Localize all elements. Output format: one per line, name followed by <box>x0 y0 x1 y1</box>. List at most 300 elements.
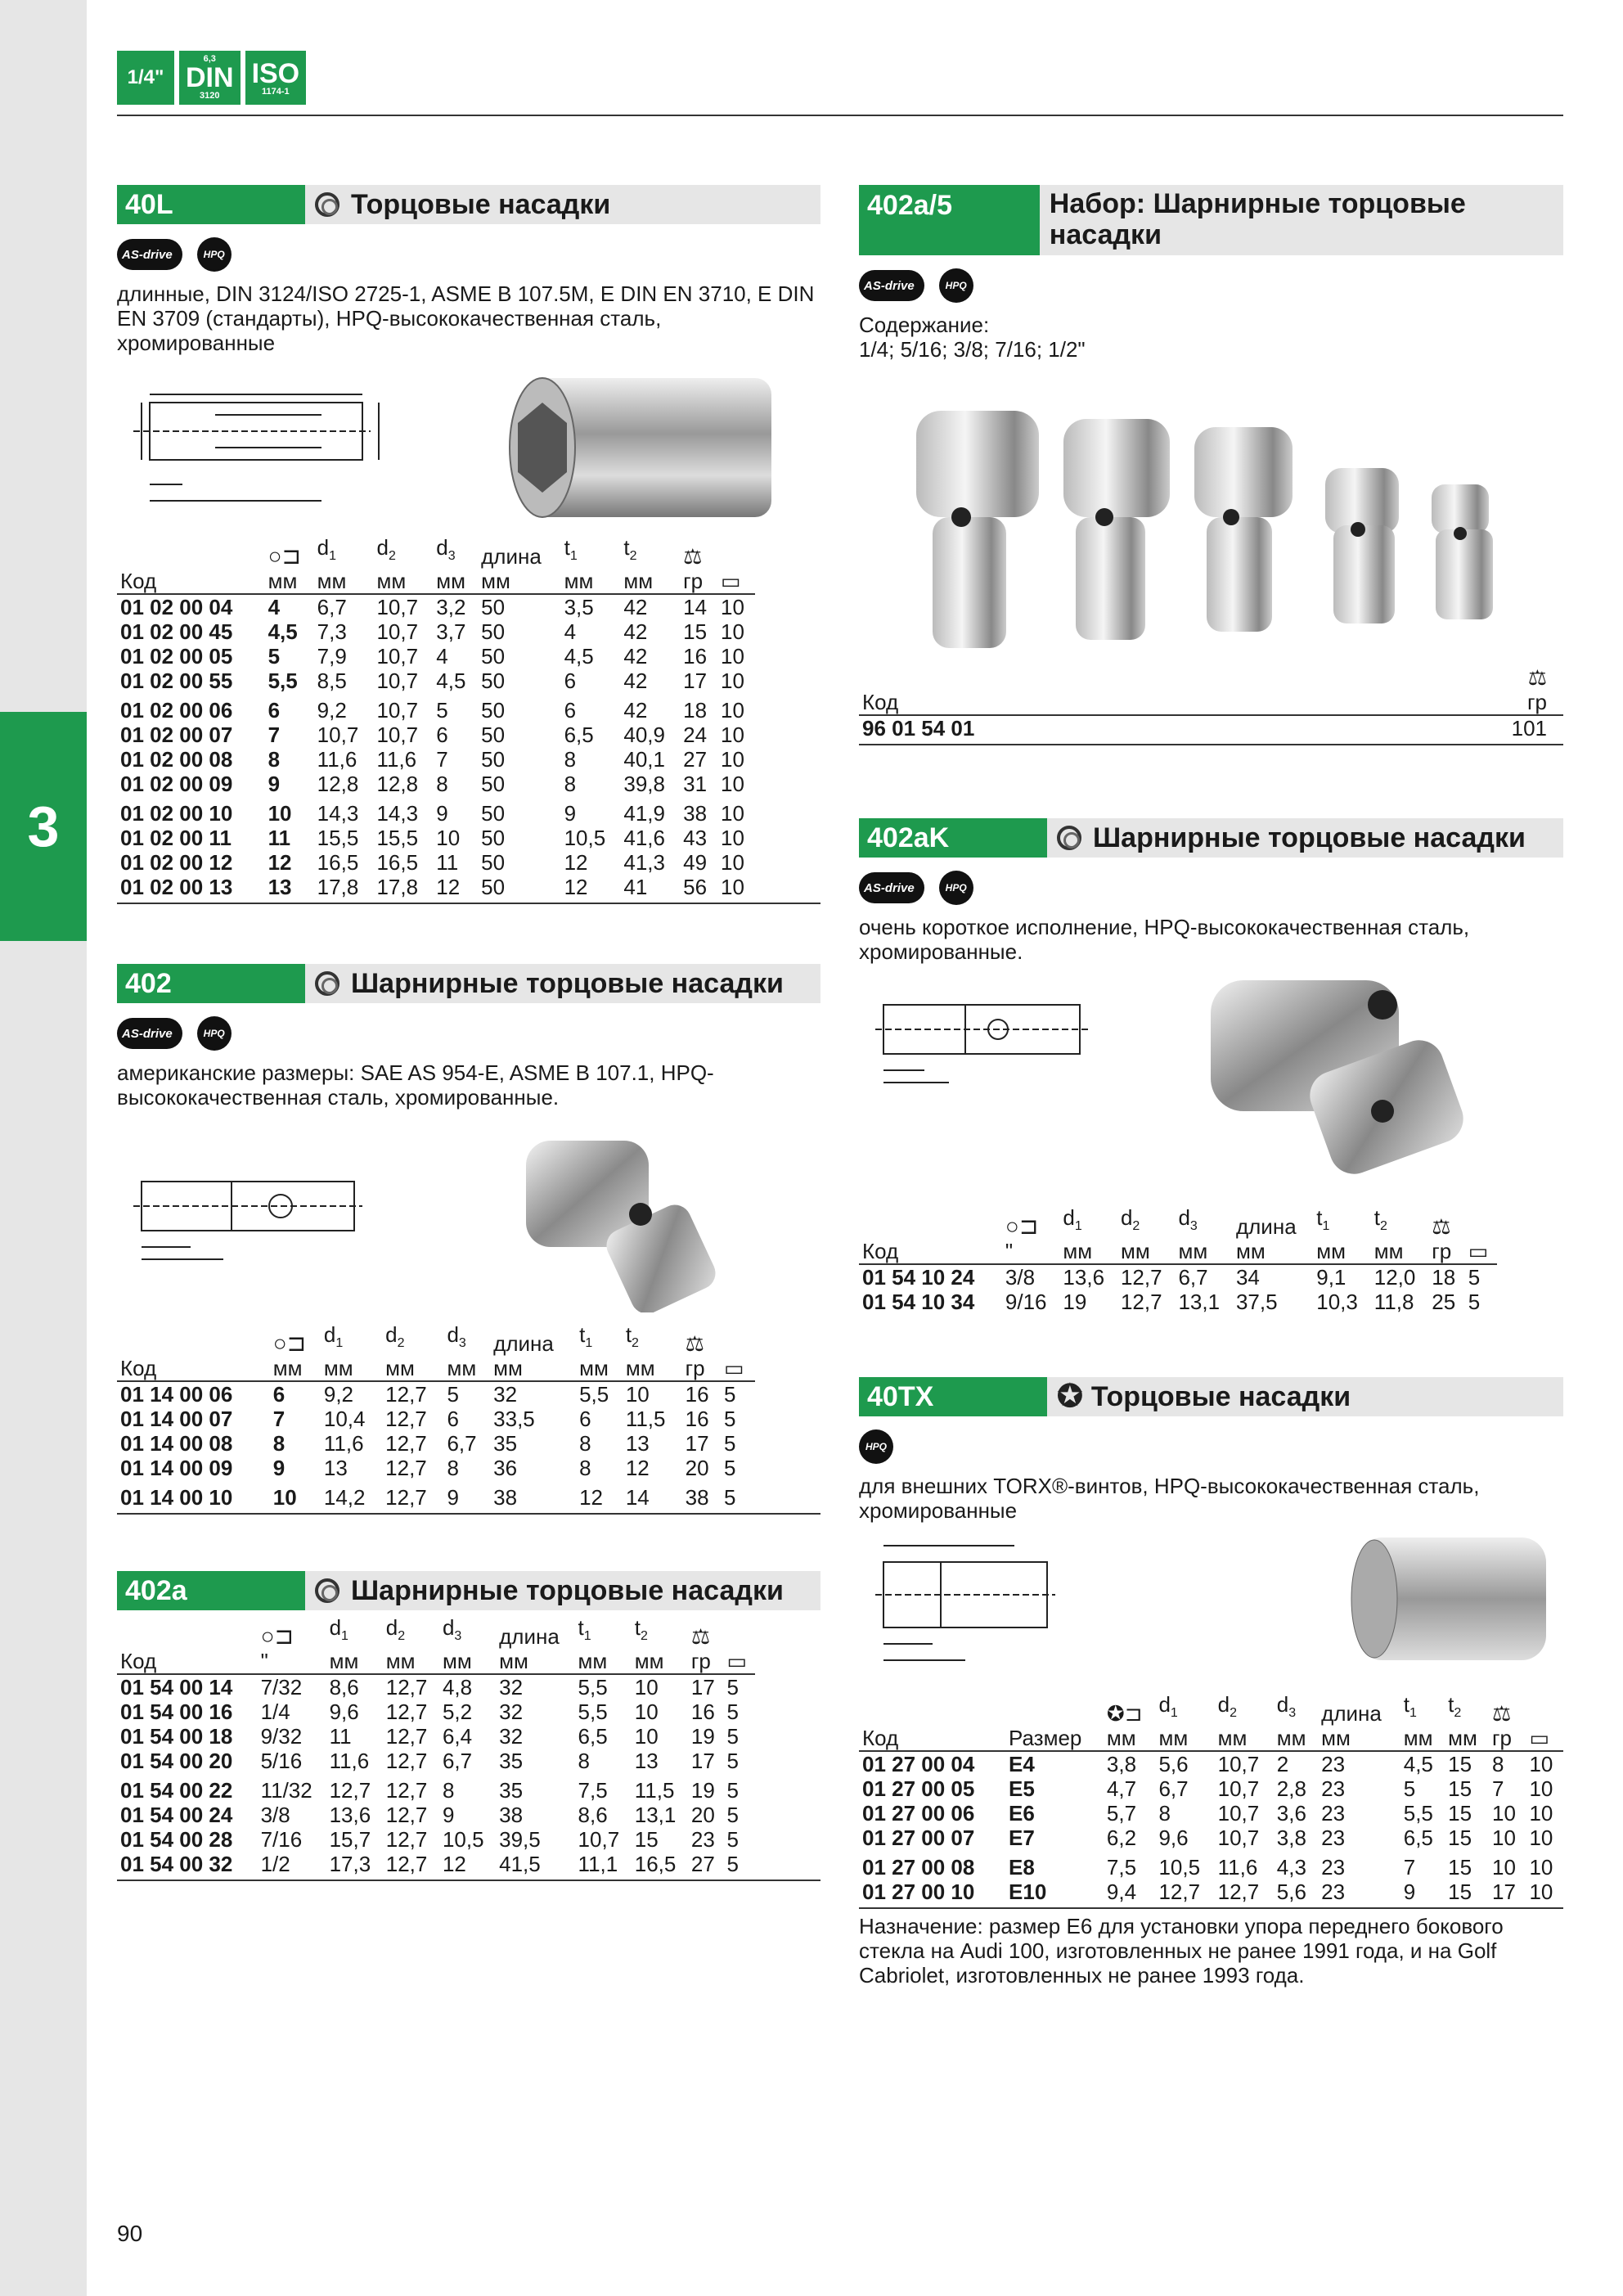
cell: 8 <box>442 1778 455 1803</box>
cell: 12,7 <box>1120 1265 1162 1290</box>
cell: 12,7 <box>385 1724 428 1749</box>
cell: 39,5 <box>499 1827 541 1853</box>
cell: 4 <box>268 595 281 620</box>
scale-icon: ⚖ <box>683 544 703 569</box>
section-title: Шарнирные торцовые насадки <box>351 968 784 999</box>
cell: 8 <box>1158 1801 1171 1826</box>
cell: E5 <box>1009 1776 1035 1802</box>
cell: 42 <box>623 698 648 723</box>
table-row <box>117 669 755 693</box>
logos <box>117 1015 820 1052</box>
cell: 23 <box>1321 1880 1346 1905</box>
cell: 14,2 <box>323 1485 366 1510</box>
cell: 6,5 <box>1403 1826 1433 1851</box>
hpq-logo: HPQ <box>859 1429 893 1464</box>
section-title-wrap <box>1047 818 1526 858</box>
cell: 41,5 <box>499 1852 541 1877</box>
hpq-logo: HPQ <box>939 871 973 905</box>
cell: 8 <box>436 772 448 797</box>
cell: 10,7 <box>1217 1826 1260 1851</box>
section-40TX <box>859 1377 1563 1988</box>
cell: 7 <box>436 747 448 772</box>
set-weight: 101 <box>1511 716 1547 741</box>
article-code: 01 02 00 07 <box>120 723 233 748</box>
table-row <box>117 1827 755 1852</box>
torx-size-icon: ✪⊐ <box>1106 1701 1143 1727</box>
cell: 42 <box>623 644 648 669</box>
cell: 4,8 <box>442 1675 473 1700</box>
package-icon: ▭ <box>724 1649 756 1674</box>
cell: 10 <box>1492 1826 1516 1851</box>
cell: 40,1 <box>623 747 665 772</box>
cell: 17 <box>1492 1880 1516 1905</box>
table-row <box>117 1773 755 1803</box>
article-code: 01 02 00 04 <box>120 595 233 620</box>
article-code: 01 54 00 32 <box>120 1852 233 1877</box>
section-number: 40L <box>117 185 305 224</box>
cell: 5,5 <box>1403 1801 1433 1826</box>
article-code: 01 27 00 08 <box>862 1855 975 1880</box>
article-code: 01 54 00 14 <box>120 1675 233 1700</box>
table-row <box>117 826 755 850</box>
col-d2: $d_2$ <box>376 535 396 564</box>
cell: 5,5 <box>579 1382 609 1407</box>
iso-label: ISO <box>251 57 300 89</box>
cell: 17 <box>683 669 708 694</box>
cell: 15 <box>1448 1752 1472 1777</box>
hpq-logo: HPQ <box>197 237 232 272</box>
section-header <box>117 185 820 224</box>
cell: 5 <box>726 1675 739 1700</box>
cell: 7 <box>268 723 281 748</box>
cell: 18 <box>1432 1265 1456 1290</box>
hex-socket-icon <box>1057 826 1081 850</box>
section-header <box>117 964 820 1003</box>
cell: 10,3 <box>1316 1290 1358 1315</box>
table-row <box>117 693 755 723</box>
socket-1 <box>916 411 1039 648</box>
cell: 8 <box>579 1431 591 1456</box>
cell: 4 <box>436 644 448 669</box>
cell: 5 <box>724 1407 736 1432</box>
cell: 16,5 <box>376 850 419 876</box>
cell: 8 <box>272 1431 285 1456</box>
cell: 10 <box>1529 1801 1553 1826</box>
cell: 11,1 <box>578 1852 618 1877</box>
article-code: 01 27 00 10 <box>862 1880 975 1905</box>
table-row <box>117 1749 755 1773</box>
cell: 10,7 <box>376 619 419 645</box>
spec-table: ○⊐ $d_1$ $d_2$ $d_3$ длина $t_1$ $t_2$ ⚖ Код " мм мм мм мм мм мм гр ▭ 01 54 00 14 7/32 8,6 12,7 4,8 32 5,5 10 17 5 01 54 00 16 1/4 9,6 12,7 5,2 32 5,5 10 16 5 01 54 00 18 9/32 11 12,7 6,4 32 6,5 10 19 5 01 54 00 20 5/16 11,6 12,7 6,7 35 8 13 17 5 01 54 00 22 11/32 12,7 12,7 8 35 7,5 11,5 19 5 01 54 00 24 3/8 13,6 12,7 9 38 8,6 13,1 20 5 01 54 00 28 7/16 15,7 12,7 10,5 39,5 10,7 15 23 5 01 54 00 32 1/2 17,3 12,7 12 41,5 11,1 16,5 27 5 <box>117 1615 755 1876</box>
cell: E10 <box>1009 1880 1047 1905</box>
as-drive-logo: AS-drive <box>117 1018 182 1049</box>
socket-3 <box>1194 427 1293 632</box>
cell: 4,5 <box>436 669 466 694</box>
col-code: Код <box>117 569 265 594</box>
col-d1: $d_1$ <box>317 535 337 564</box>
table-row <box>117 1480 755 1510</box>
scale-icon: ⚖ <box>685 1331 704 1357</box>
cell: 23 <box>1321 1801 1346 1826</box>
section-number: 402a <box>117 1571 305 1610</box>
cell: 15 <box>683 619 708 645</box>
cell: 27 <box>683 747 708 772</box>
cell: 23 <box>1321 1752 1346 1777</box>
section-40L <box>117 185 820 904</box>
cell: 10 <box>1529 1826 1553 1851</box>
section-number: 402aK <box>859 818 1047 858</box>
cell: 10,7 <box>376 669 419 694</box>
cell: 11 <box>436 850 459 876</box>
cell: 50 <box>481 850 506 876</box>
cell: 43 <box>683 826 708 851</box>
cell: 17,3 <box>329 1852 371 1877</box>
cell: 7 <box>1403 1855 1416 1880</box>
cell: 49 <box>683 850 708 876</box>
hex-socket-icon <box>315 192 339 217</box>
article-code: 01 54 00 20 <box>120 1749 233 1774</box>
section-title: Шарнирные торцовые насадки <box>351 1575 784 1606</box>
cell: 10,7 <box>317 723 359 748</box>
section-title-wrap <box>305 964 784 1003</box>
cell: 23 <box>690 1827 715 1853</box>
cell: 7,3 <box>317 619 347 645</box>
table-row <box>117 796 755 826</box>
cell: 5,6 <box>1158 1752 1189 1777</box>
cell: 12,8 <box>376 772 419 797</box>
cell: 10,7 <box>1217 1752 1260 1777</box>
table-row <box>117 1724 755 1749</box>
hex-size-icon: ○⊐ <box>1005 1213 1039 1240</box>
article-code: 01 54 10 24 <box>862 1265 975 1290</box>
cell: 5,5 <box>268 669 298 694</box>
cell: 3,7 <box>436 619 466 645</box>
cell: 5 <box>724 1456 736 1481</box>
table-row <box>117 644 755 669</box>
logos <box>859 869 1563 907</box>
cell: 10,7 <box>376 595 419 620</box>
cell: 10 <box>634 1675 659 1700</box>
cell: 6 <box>564 669 577 694</box>
table-row <box>859 1880 1563 1904</box>
cell: 10 <box>721 850 744 876</box>
col-t2: $t_2$ <box>623 535 637 564</box>
section-402a5 <box>859 185 1563 745</box>
cell: 15 <box>1448 1855 1472 1880</box>
hex-size-icon: ○⊐ <box>272 1330 307 1357</box>
cell: 9 <box>436 801 448 826</box>
table-row <box>117 1803 755 1827</box>
cell: 9 <box>564 801 577 826</box>
standard-badges <box>117 51 306 105</box>
cell: 10 <box>268 801 292 826</box>
cell: 12,7 <box>385 1456 427 1481</box>
article-code: 01 14 00 06 <box>120 1382 233 1407</box>
section-402 <box>117 964 820 1515</box>
cell: 13 <box>323 1456 348 1481</box>
cell: E4 <box>1009 1752 1035 1777</box>
table-row <box>117 875 755 899</box>
cell: 23 <box>1321 1776 1346 1802</box>
cell: 12,7 <box>329 1778 371 1803</box>
cell: 50 <box>481 723 506 748</box>
cell: 12,7 <box>1217 1880 1260 1905</box>
scale-icon: ⚖ <box>690 1624 711 1650</box>
cell: 5 <box>726 1724 739 1749</box>
table-row <box>117 1407 755 1431</box>
cell: 9 <box>272 1456 285 1481</box>
spec-table: ✪⊐ $d_1$ $d_2$ $d_3$ длина $t_1$ $t_2$ ⚖ Код Размер мм мм мм мм мм мм мм гр ▭ 01 27 00 04 E4 3,8 5,6 10,7 2 23 4,5 15 8 10 01 27 00 05 E5 4,7 6,7 10,7 2,8 23 5 15 7 10 01 27 00 06 E6 5,7 8 10,7 3,6 23 5,5 15 10 10 01 27 00 07 E7 6,2 9,6 10,7 3,8 23 6,5 15 10 10 01 27 00 08 E8 7,5 10,5 11,6 4,3 23 7 15 10 10 01 27 00 10 E10 9,4 12,7 12,7 5,6 23 9 15 17 10 <box>859 1692 1563 1904</box>
cell: 23 <box>1321 1855 1346 1880</box>
cell: 12,7 <box>385 1699 428 1725</box>
torx-icon: ✪ <box>1057 1380 1083 1414</box>
cell: 38 <box>499 1803 524 1828</box>
cell: 39,8 <box>623 772 665 797</box>
section-header <box>117 1571 820 1610</box>
cell: 12,7 <box>385 1749 428 1774</box>
cell: 50 <box>481 826 506 851</box>
cell: 10,5 <box>442 1827 484 1853</box>
cell: 5 <box>726 1699 739 1725</box>
cell: 13,6 <box>329 1803 371 1828</box>
cell: 6 <box>579 1407 591 1432</box>
cell: 7 <box>1492 1776 1504 1802</box>
section-description: длинные, DIN 3124/ISO 2725-1, ASME B 107.5M, E DIN EN 3710, E DIN EN 3709 (стандарты), HPQ-высококачественная сталь, хромированные <box>117 281 815 355</box>
section-description: для внешних TORX®-винтов, HPQ-высококачественная сталь, хромированные <box>859 1474 1480 1523</box>
cell: 14,3 <box>317 801 359 826</box>
short-universal-socket-drawing <box>859 972 1563 1185</box>
drive-size-badge: 1/4" <box>117 51 174 105</box>
section-header <box>859 818 1563 858</box>
cell: 6,5 <box>578 1724 608 1749</box>
cell: 10 <box>721 644 744 669</box>
cell: 4 <box>564 619 577 645</box>
cell: 15 <box>1448 1880 1472 1905</box>
as-drive-logo: AS-drive <box>859 270 924 301</box>
din-badge <box>179 51 241 105</box>
cell: 20 <box>690 1803 715 1828</box>
cell: 9,6 <box>329 1699 359 1725</box>
cell: 56 <box>683 875 708 900</box>
cell: E8 <box>1009 1855 1035 1880</box>
cell: 15,5 <box>376 826 419 851</box>
cell: 12,7 <box>385 1431 427 1456</box>
cell: 9,4 <box>1106 1880 1137 1905</box>
cell: 25 <box>1432 1290 1456 1315</box>
cell: 11 <box>329 1724 352 1749</box>
cell: 23 <box>1321 1826 1346 1851</box>
package-icon: ▭ <box>1526 1726 1563 1751</box>
article-code: 01 54 00 22 <box>120 1778 233 1803</box>
package-icon: ▭ <box>721 1356 755 1381</box>
socket-set-photo <box>859 378 1563 656</box>
article-code: 01 02 00 08 <box>120 747 233 772</box>
cell: 10 <box>721 619 744 645</box>
cell: 1/2 <box>260 1852 290 1877</box>
cell: 15,5 <box>317 826 359 851</box>
cell: 12,0 <box>1373 1265 1416 1290</box>
spec-table: ○⊐ $d_1$ $d_2$ $d_3$ длина $t_1$ $t_2$ ⚖ Код мм мм мм мм мм мм мм гр ▭ 01 02 00 04 4 6,7 10,7 3,2 50 3,5 42 14 10 01 02 00 45 4,5 7,3 10,7 3,7 50 4 42 15 10 01 02 00 05 5 7,9 10,7 4 50 4,5 42 16 10 01 02 00 55 5,5 8,5 10,7 4,5 50 6 42 17 10 01 02 00 06 6 9,2 10,7 5 50 6 42 18 10 01 02 00 07 7 10,7 10,7 6 50 6,5 40,9 24 10 01 02 00 08 8 11,6 11,6 7 50 8 40,1 27 10 01 02 00 09 9 12,8 12,8 8 50 8 39,8 31 10 01 02 00 10 10 14,3 14,3 9 50 9 41,9 38 10 01 02 00 11 11 15,5 15,5 10 50 10,5 41,6 43 10 01 02 00 12 12 16,5 16,5 11 50 12 41,3 49 10 01 02 00 13 13 17,8 17,8 12 50 12 41 56 10 <box>117 535 755 899</box>
as-drive-logo: AS-drive <box>859 872 924 903</box>
section-title: Шарнирные торцовые насадки <box>1093 822 1526 853</box>
cell: 6,4 <box>442 1724 473 1749</box>
table-end-rule <box>117 1513 820 1515</box>
cell: 12,7 <box>1158 1880 1201 1905</box>
spec-table: ○⊐ $d_1$ $d_2$ $d_3$ длина $t_1$ $t_2$ ⚖ Код мм мм мм мм мм мм мм гр ▭ 01 14 00 06 6 9,2 12,7 5 32 5,5 10 16 5 01 14 00 07 7 10,4 12,7 6 33,5 6 11,5 16 5 01 14 00 08 8 11,6 12,7 6,7 35 8 13 17 5 01 14 00 09 9 13 12,7 8 36 8 12 20 5 01 14 00 10 10 14,2 12,7 9 38 12 14 38 5 <box>117 1322 755 1510</box>
article-code: 01 02 00 06 <box>120 698 233 723</box>
cell: 12 <box>268 850 292 876</box>
cell: 17,8 <box>317 875 359 900</box>
cell: 5,2 <box>442 1699 473 1725</box>
table-row <box>117 1381 755 1407</box>
table-row <box>117 747 755 772</box>
cell: 13,6 <box>1063 1265 1105 1290</box>
cell: 16 <box>683 644 708 669</box>
socket-5 <box>1432 484 1493 619</box>
drawing-area <box>117 370 820 525</box>
table-row <box>117 1852 755 1876</box>
cell: 5 <box>268 644 281 669</box>
article-code: 01 27 00 07 <box>862 1826 975 1851</box>
logos <box>859 1428 1563 1465</box>
table-row <box>859 1264 1497 1290</box>
cell: 33,5 <box>493 1407 535 1432</box>
table-row <box>117 1699 755 1724</box>
hpq-logo: HPQ <box>197 1016 232 1051</box>
cell: 10,7 <box>376 644 419 669</box>
cell: 9 <box>447 1485 459 1510</box>
hpq-logo: HPQ <box>939 268 973 303</box>
article-code: 01 27 00 05 <box>862 1776 975 1802</box>
cell: 5,6 <box>1276 1880 1306 1905</box>
cell: 32 <box>499 1699 524 1725</box>
cell: 5 <box>726 1827 739 1853</box>
cell: 11,5 <box>634 1778 675 1803</box>
cell: 20 <box>685 1456 709 1481</box>
cell: 10,7 <box>1217 1801 1260 1826</box>
cell: 41,6 <box>623 826 665 851</box>
table-row <box>117 850 755 875</box>
socket-2 <box>1063 419 1170 640</box>
cell: 12 <box>625 1456 650 1481</box>
cell: 12,7 <box>385 1485 427 1510</box>
cell: 9,2 <box>317 698 347 723</box>
cell: 12,7 <box>1120 1290 1162 1315</box>
cell: 50 <box>481 875 506 900</box>
section-title-wrap <box>305 185 610 224</box>
cell: 5 <box>726 1803 739 1828</box>
cell: 32 <box>493 1382 518 1407</box>
cell: 18 <box>683 698 708 723</box>
universal-socket-drawing <box>117 1124 820 1312</box>
cell: 10 <box>1529 1752 1553 1777</box>
section-number: 40TX <box>859 1377 1047 1416</box>
set-table: ⚖ Код гр 96 01 54 01 101 <box>859 665 1563 741</box>
cell: 1/4 <box>260 1699 290 1725</box>
cell: 10 <box>634 1724 659 1749</box>
article-code: 01 54 00 24 <box>120 1803 233 1828</box>
package-icon: ▭ <box>717 569 755 594</box>
cell: 11,6 <box>317 747 357 772</box>
cell: 3,2 <box>436 595 466 620</box>
cell: 5 <box>724 1485 736 1510</box>
long-socket-photo <box>477 370 804 525</box>
table-row <box>117 1456 755 1480</box>
table-end-rule <box>859 1907 1563 1909</box>
cell: 50 <box>481 698 506 723</box>
cell: 9 <box>442 1803 455 1828</box>
cell: 32 <box>499 1675 524 1700</box>
article-code: 01 14 00 09 <box>120 1456 233 1481</box>
cell: 12,7 <box>385 1778 428 1803</box>
cell: 9,1 <box>1316 1265 1347 1290</box>
cell: 40,9 <box>623 723 665 748</box>
cell: 10 <box>721 669 744 694</box>
cell: 11 <box>268 826 291 851</box>
cell: 10,4 <box>323 1407 366 1432</box>
table-row <box>117 723 755 747</box>
cell: 13 <box>634 1749 659 1774</box>
article-code: 01 54 00 28 <box>120 1827 233 1853</box>
cell: 3,6 <box>1276 1801 1306 1826</box>
cell: 8 <box>564 747 577 772</box>
cell: 10,5 <box>1158 1855 1201 1880</box>
cell: 10 <box>634 1699 659 1725</box>
drawing-area <box>117 1124 820 1312</box>
cell: 10 <box>1529 1776 1553 1802</box>
cell: 10 <box>721 595 744 620</box>
contents-label: Содержание: <box>859 313 990 337</box>
article-code: 01 02 00 05 <box>120 644 233 669</box>
cell: 10,7 <box>376 698 419 723</box>
cell: 7/16 <box>260 1827 303 1853</box>
cell: 13 <box>268 875 292 900</box>
din-label: DIN <box>186 62 234 93</box>
section-title: Торцовые насадки <box>351 189 611 220</box>
article-code: 01 54 10 34 <box>862 1290 975 1315</box>
cell: 3/8 <box>260 1803 290 1828</box>
cell: E7 <box>1009 1826 1035 1851</box>
cell: 50 <box>481 772 506 797</box>
cell: 5 <box>724 1382 736 1407</box>
cell: 5 <box>726 1749 739 1774</box>
table-row <box>859 1290 1497 1314</box>
cell: 41,9 <box>623 801 665 826</box>
article-code: 01 02 00 13 <box>120 875 233 900</box>
cell: 4,5 <box>1403 1752 1433 1777</box>
cell: 15 <box>1448 1826 1472 1851</box>
cell: 7,5 <box>578 1778 608 1803</box>
cell: 6,7 <box>447 1431 477 1456</box>
cell: 14,3 <box>376 801 419 826</box>
cell: 7/32 <box>260 1675 303 1700</box>
cell: 36 <box>493 1456 518 1481</box>
cell: 8 <box>564 772 577 797</box>
cell: 14 <box>625 1485 650 1510</box>
cell: 13,1 <box>1178 1290 1221 1315</box>
article-code: 01 54 00 18 <box>120 1724 233 1749</box>
cell: 8 <box>268 747 281 772</box>
cell: 10,7 <box>578 1827 620 1853</box>
cell: 10 <box>1529 1855 1553 1880</box>
cell: 10,7 <box>1217 1776 1260 1802</box>
cell: 10 <box>721 747 744 772</box>
section-402aK <box>859 818 1563 1314</box>
col-t1: $t_1$ <box>564 535 578 564</box>
cell: 6,7 <box>1158 1776 1189 1802</box>
cell: 19 <box>690 1778 715 1803</box>
article-code: 01 02 00 55 <box>120 669 233 694</box>
